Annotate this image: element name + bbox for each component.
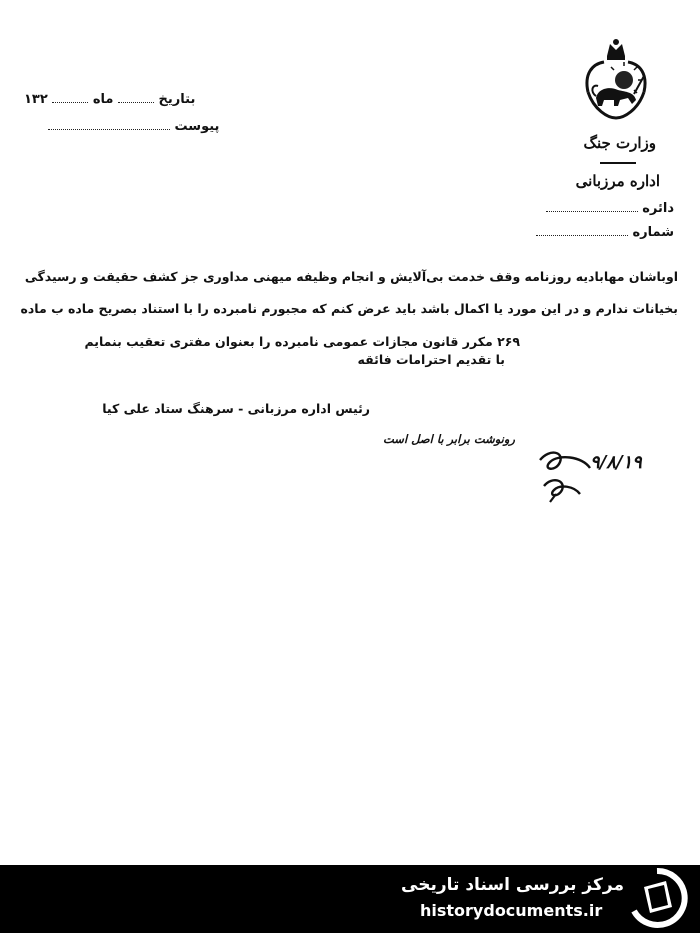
closing-line: با تقدیم احترامات فائقه (357, 352, 505, 367)
footer-org-name: مرکز بررسی اسناد تاریخی (401, 875, 624, 895)
section-label: دائره (642, 201, 674, 216)
archive-logo-icon (626, 867, 688, 929)
handwritten-note: رونوشت برابر با اصل است (383, 432, 515, 446)
month-dotted-line (52, 92, 88, 103)
handwritten-date: ۹/۸/۱۹ (590, 452, 642, 473)
number-field (536, 225, 674, 240)
lion-and-sun-emblem (574, 34, 658, 126)
signature-graphic (530, 446, 600, 512)
body-line-1: اوباشان مهابادیه روزنامه وقف خدمت بی‌آلایش و انجام وظیفه میهنی مداوری جز کشف حقیقت و رسیدگی (24, 269, 678, 284)
section-field (546, 201, 674, 216)
letterhead-divider (600, 162, 636, 164)
section-dotted-line (546, 201, 638, 212)
footer-bar (0, 865, 700, 933)
year-value: ۱۳۲ (24, 92, 48, 107)
attachment-label: پیوست (174, 119, 220, 134)
department-title: اداره مرزبانی (575, 172, 660, 190)
handwritten-signature (530, 446, 600, 512)
date-label: بتاریخ (158, 92, 196, 107)
archive-logo-graphic (626, 867, 688, 929)
body-line-2: بخیانات ندارم و در این مورد یا اکمال باشد باید عرض کنم که مجبورم نامبرده را با استناد بصریح ماده ب ماده (20, 301, 678, 316)
attachment-dotted-line (48, 119, 170, 130)
number-dotted-line (536, 225, 628, 236)
body-line-3: ۲۶۹ مکرر قانون مجازات عمومی نامبرده را بعنوان مفتری تعقیب بنمایم (84, 334, 520, 349)
attachment-field (48, 119, 219, 134)
date-field (24, 92, 195, 107)
ministry-title: وزارت جنگ (583, 134, 656, 152)
emblem-graphic (574, 34, 658, 126)
date-dotted-line (118, 92, 154, 103)
number-label: شماره (632, 225, 674, 240)
signature-line: رئیس اداره مرزبانی - سرهنگ ستاد علی کیا (102, 401, 370, 416)
month-label: ماه (92, 92, 114, 107)
footer-website: historydocuments.ir (420, 901, 603, 920)
